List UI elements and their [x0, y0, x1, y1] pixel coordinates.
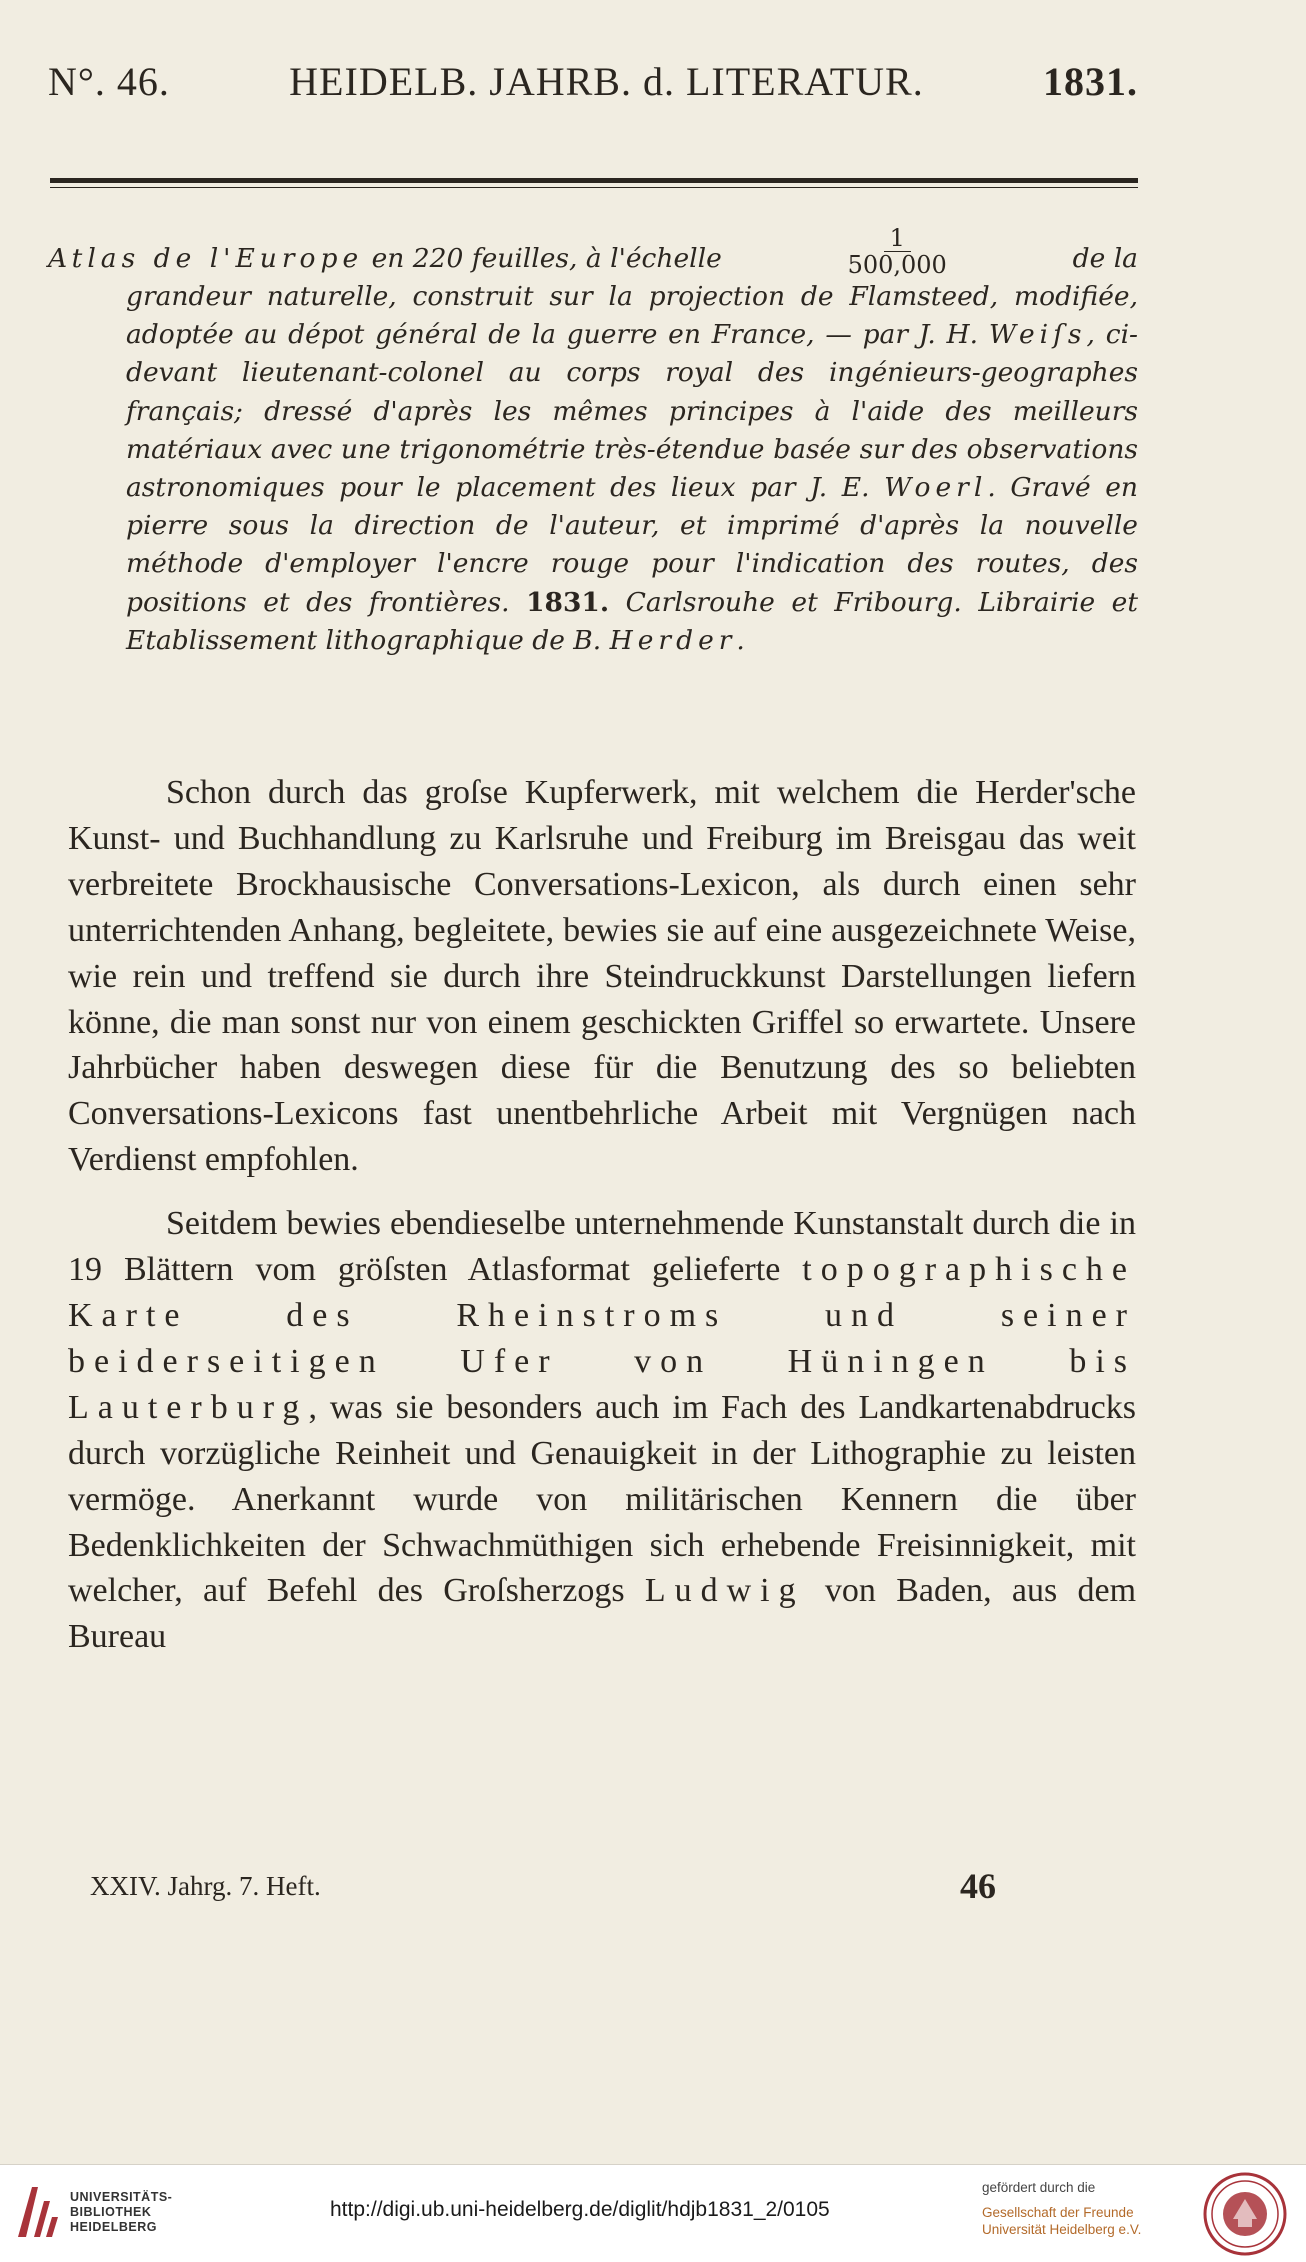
library-line-3: HEIDELBERG: [70, 2219, 157, 2234]
journal-title: HEIDELB. JAHRB. d. LITERATUR.: [289, 59, 924, 104]
citation-year: 1831.: [526, 586, 610, 618]
publisher-herder: Herder: [609, 624, 737, 656]
citation-body: [48, 278, 1138, 660]
citation-title: Atlas de l'Europe: [48, 242, 364, 274]
paragraph-1: Schon durch das groſse Kupferwerk, mit welchem die Herder'sche Kunst- und Buchhandlung zu Karlsruhe und Freiburg im Breisgau das weit verbreitete Brockhausische Conversations-Lexicon, als durch einen sehr unterrichtenden Anhang, begleitete, bewies sie auf eine ausgezeichnete Weise, wie rein und treffend sie durch ihre Steindruckkunst Darstellungen liefern könne, die man sonst nur von einem geschickten Griffel so erwartete. Unsere Jahrbücher haben deswegen diese für die Benutzung des so beliebten Conversations-Lexicons fast unentbehrliche Arbeit mit Vergnügen nach Verdienst empfohlen.: [68, 774, 1136, 1179]
author-woerl: Woerl: [884, 472, 988, 504]
bibliographic-citation: [48, 225, 1138, 660]
paragraph-2: [68, 1201, 1136, 1660]
sponsor-line-1: Gesellschaft der Freunde: [982, 2205, 1134, 2220]
scale-numerator: 1: [884, 225, 911, 252]
header-year: 1831.: [1043, 59, 1138, 104]
page-footer: [90, 1866, 1136, 1906]
running-header: [48, 58, 1138, 110]
sponsor-note: [982, 2179, 1192, 2238]
citation-text-4: Carlsrouhe et Fribourg. Librairie et Etablissement lithographique de B.: [126, 586, 1138, 656]
header-rule-thin: [50, 187, 1138, 188]
map-title-spaced: topographische Karte des Rheinstroms und seiner beiderseitigen Ufer von Hüningen bis Lauterburg: [68, 1251, 1136, 1426]
library-logo-icon: [14, 2183, 60, 2241]
citation-text-1: grandeur naturelle, construit sur la projection de Flamsteed, modifiée, adoptée au dépot général de la guerre en France, — par J. H.: [126, 281, 1138, 351]
citation-text-3: . Gravé en pierre sous la direction de l'auteur, et imprimé d'après la nouvelle méthode d'employer l'encre rouge pour l'indication des routes, des positions et des frontières.: [126, 472, 1138, 618]
university-seal-icon[interactable]: [1202, 2171, 1288, 2257]
page-number: 46: [960, 1866, 996, 1906]
citation-title-rest: en 220 feuilles, à l'échelle: [371, 242, 722, 274]
citation-first-line: [48, 225, 1138, 278]
citation-text-2: , ci-devant lieutenant-colonel au corps royal des ingénieurs-geographes français; dressé d'après les mêmes principes à l'aide des meilleurs matériaux avec une trigonométrie très-étendue basée sur des observations astronomiques pour le placement des lieux par J. E.: [126, 319, 1138, 504]
paragraph-2-part-c: von Baden, aus dem Bureau: [68, 1572, 1137, 1656]
paragraph-2-part-b: , was sie besonders auch im Fach des Landkartenabdrucks durch vorzügliche Reinheit und Genauigkeit in der Lithographie zu leisten vermöge. Anerkannt wurde von militärischen Kennern die über Bedenklichkeiten der Schwachmüthigen sich erhebende Freisinnigkeit, mit welcher, auf Befehl des Groſsherzogs: [68, 1388, 1136, 1610]
body-text: [68, 770, 1136, 1660]
paragraph-2-part-a: Seitdem bewies ebendieselbe unternehmende Kunstanstalt durch die in 19 Blättern vom gröſsten Atlasformat gelieferte: [68, 1205, 1136, 1289]
author-weiss: Weiſs: [988, 319, 1087, 351]
header-rule-thick: [50, 178, 1138, 183]
permalink-url[interactable]: http://digi.ub.uni-heidelberg.de/diglit/hdjb1831_2/0105: [330, 2198, 830, 2221]
citation-after-scale: de la: [1072, 242, 1138, 274]
library-name: [70, 2190, 172, 2235]
citation-text-5: .: [736, 624, 745, 656]
issue-number: N°. 46.: [48, 59, 170, 104]
digitization-bar: [0, 2164, 1306, 2262]
library-line-2: BIBLIOTHEK: [70, 2204, 152, 2219]
sponsor-lead: gefördert durch die: [982, 2180, 1096, 2195]
sponsor-line-2: Universität Heidelberg e.V.: [982, 2222, 1142, 2237]
scale-denominator: 500,000: [847, 251, 947, 279]
library-logo[interactable]: [14, 2183, 172, 2241]
library-line-1: UNIVERSITÄTS-: [70, 2189, 173, 2204]
name-ludwig-spaced: Ludwig: [644, 1572, 805, 1610]
scale-fraction: [848, 225, 947, 278]
signature-mark: XXIV. Jahrg. 7. Heft.: [90, 1870, 321, 1901]
